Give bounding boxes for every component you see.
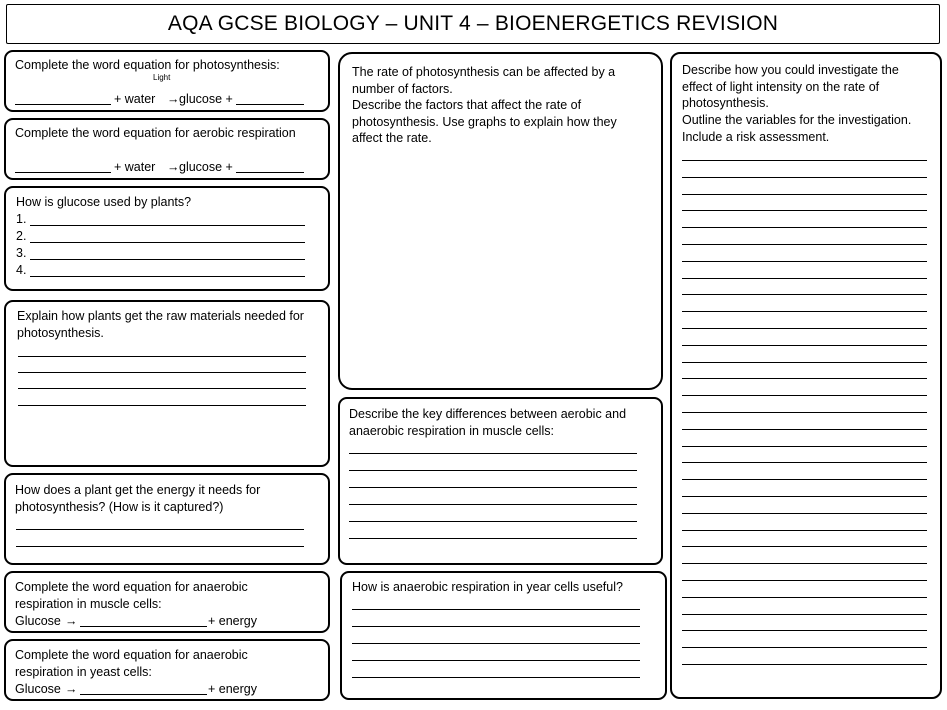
question-text: How is glucose used by plants? bbox=[16, 195, 192, 209]
answer-line[interactable] bbox=[682, 294, 927, 295]
question-text: Explain how plants get the raw materials needed for photosynthesis. bbox=[17, 309, 304, 340]
question-text: Complete the word equation for photosynthesis: bbox=[15, 58, 280, 72]
light-condition-label: Light bbox=[153, 73, 171, 82]
question-text: Describe how you could investigate the effect of light intensity on the rate of photosynthesis. bbox=[682, 63, 899, 110]
answer-blank-product[interactable] bbox=[236, 172, 304, 173]
answer-line[interactable] bbox=[682, 546, 927, 547]
arrow-icon: → bbox=[65, 614, 78, 628]
list-number: 3. bbox=[16, 246, 27, 260]
answer-line[interactable] bbox=[682, 278, 927, 279]
answer-line[interactable] bbox=[682, 496, 927, 497]
answer-line[interactable] bbox=[682, 311, 927, 312]
arrow-icon: → bbox=[167, 160, 180, 174]
answer-line[interactable] bbox=[682, 194, 927, 195]
answer-line[interactable] bbox=[682, 378, 927, 379]
investigation-box bbox=[670, 52, 942, 699]
photosynthesis-equation-box bbox=[4, 50, 330, 112]
arrow-icon: → bbox=[65, 682, 78, 696]
answer-line[interactable] bbox=[682, 328, 927, 329]
question-text: How is anaerobic respiration in year cells useful? bbox=[352, 580, 623, 594]
glucose-text: Glucose bbox=[15, 614, 61, 628]
answer-line[interactable] bbox=[352, 677, 640, 678]
answer-line[interactable] bbox=[682, 614, 927, 615]
answer-line[interactable] bbox=[682, 160, 927, 161]
answer-line[interactable] bbox=[682, 412, 927, 413]
answer-line[interactable] bbox=[349, 453, 637, 454]
arrow-icon: → bbox=[167, 92, 180, 106]
anaerobic-muscle-equation-box bbox=[4, 571, 330, 633]
plus-water-text: + water bbox=[114, 92, 156, 106]
yeast-respiration-box bbox=[340, 571, 667, 700]
plus-water-text: + water bbox=[114, 160, 156, 174]
answer-line[interactable] bbox=[352, 609, 640, 610]
question-text: Include a risk assessment. bbox=[682, 130, 830, 144]
answer-line[interactable] bbox=[682, 580, 927, 581]
answer-line[interactable] bbox=[352, 626, 640, 627]
answer-line[interactable] bbox=[682, 630, 927, 631]
answer-line[interactable] bbox=[16, 546, 304, 547]
answer-blank-product[interactable] bbox=[80, 626, 207, 627]
list-number: 2. bbox=[16, 229, 27, 243]
list-number: 1. bbox=[16, 212, 27, 226]
answer-line[interactable] bbox=[349, 538, 637, 539]
respiration-differences-box bbox=[338, 397, 663, 565]
answer-line[interactable] bbox=[18, 372, 306, 373]
answer-line[interactable] bbox=[682, 563, 927, 564]
answer-blank-product[interactable] bbox=[236, 104, 304, 105]
answer-line[interactable] bbox=[682, 479, 927, 480]
answer-blank-reactant[interactable] bbox=[15, 172, 111, 173]
answer-line[interactable] bbox=[682, 362, 927, 363]
question-text: The rate of photosynthesis can be affected by a number of factors. bbox=[352, 65, 616, 96]
answer-line[interactable] bbox=[18, 356, 306, 357]
question-text: Describe the factors that affect the rate of photosynthesis. Use graphs to explain how they affect the rate. bbox=[352, 98, 617, 145]
page-title: AQA GCSE BIOLOGY – UNIT 4 – BIOENERGETICS REVISION bbox=[6, 4, 940, 44]
answer-line[interactable] bbox=[30, 242, 305, 243]
glucose-text: Glucose bbox=[15, 682, 61, 696]
answer-line[interactable] bbox=[16, 529, 304, 530]
answer-line[interactable] bbox=[349, 504, 637, 505]
answer-line[interactable] bbox=[352, 643, 640, 644]
anaerobic-yeast-equation-box bbox=[4, 639, 330, 701]
answer-line[interactable] bbox=[682, 227, 927, 228]
answer-line[interactable] bbox=[682, 664, 927, 665]
glucose-plus-text: glucose + bbox=[179, 92, 233, 106]
question-text: Outline the variables for the investigation. bbox=[682, 113, 912, 127]
aerobic-equation-box bbox=[4, 118, 330, 180]
answer-line[interactable] bbox=[682, 446, 927, 447]
answer-line[interactable] bbox=[682, 210, 927, 211]
energy-capture-box bbox=[4, 473, 330, 565]
question-text: Complete the word equation for anaerobic respiration in muscle cells: bbox=[15, 580, 248, 611]
answer-line[interactable] bbox=[682, 395, 927, 396]
answer-line[interactable] bbox=[30, 259, 305, 260]
answer-line[interactable] bbox=[682, 597, 927, 598]
question-text: Complete the word equation for aerobic respiration bbox=[15, 126, 296, 140]
answer-line[interactable] bbox=[682, 244, 927, 245]
answer-line[interactable] bbox=[682, 429, 927, 430]
raw-materials-box bbox=[4, 300, 330, 467]
answer-line[interactable] bbox=[349, 521, 637, 522]
answer-line[interactable] bbox=[352, 660, 640, 661]
answer-line[interactable] bbox=[682, 513, 927, 514]
answer-blank-reactant[interactable] bbox=[15, 104, 111, 105]
question-text: Describe the key differences between aerobic and anaerobic respiration in muscle cells: bbox=[349, 407, 627, 438]
glucose-use-box bbox=[4, 186, 330, 291]
answer-line[interactable] bbox=[18, 405, 306, 406]
rate-factors-box[interactable] bbox=[338, 52, 663, 390]
answer-line[interactable] bbox=[682, 177, 927, 178]
answer-line[interactable] bbox=[682, 261, 927, 262]
question-text: Complete the word equation for anaerobic respiration in yeast cells: bbox=[15, 648, 248, 679]
answer-blank-product[interactable] bbox=[80, 694, 207, 695]
question-text: How does a plant get the energy it needs for photosynthesis? (How is it captured?) bbox=[15, 483, 261, 514]
answer-line[interactable] bbox=[682, 647, 927, 648]
answer-line[interactable] bbox=[682, 345, 927, 346]
answer-line[interactable] bbox=[682, 462, 927, 463]
list-number: 4. bbox=[16, 263, 27, 277]
answer-line[interactable] bbox=[349, 470, 637, 471]
answer-line[interactable] bbox=[30, 225, 305, 226]
answer-line[interactable] bbox=[349, 487, 637, 488]
plus-energy-text: + energy bbox=[208, 682, 257, 696]
glucose-plus-text: glucose + bbox=[179, 160, 233, 174]
answer-line[interactable] bbox=[682, 530, 927, 531]
answer-line[interactable] bbox=[30, 276, 305, 277]
answer-line[interactable] bbox=[18, 388, 306, 389]
plus-energy-text: + energy bbox=[208, 614, 257, 628]
